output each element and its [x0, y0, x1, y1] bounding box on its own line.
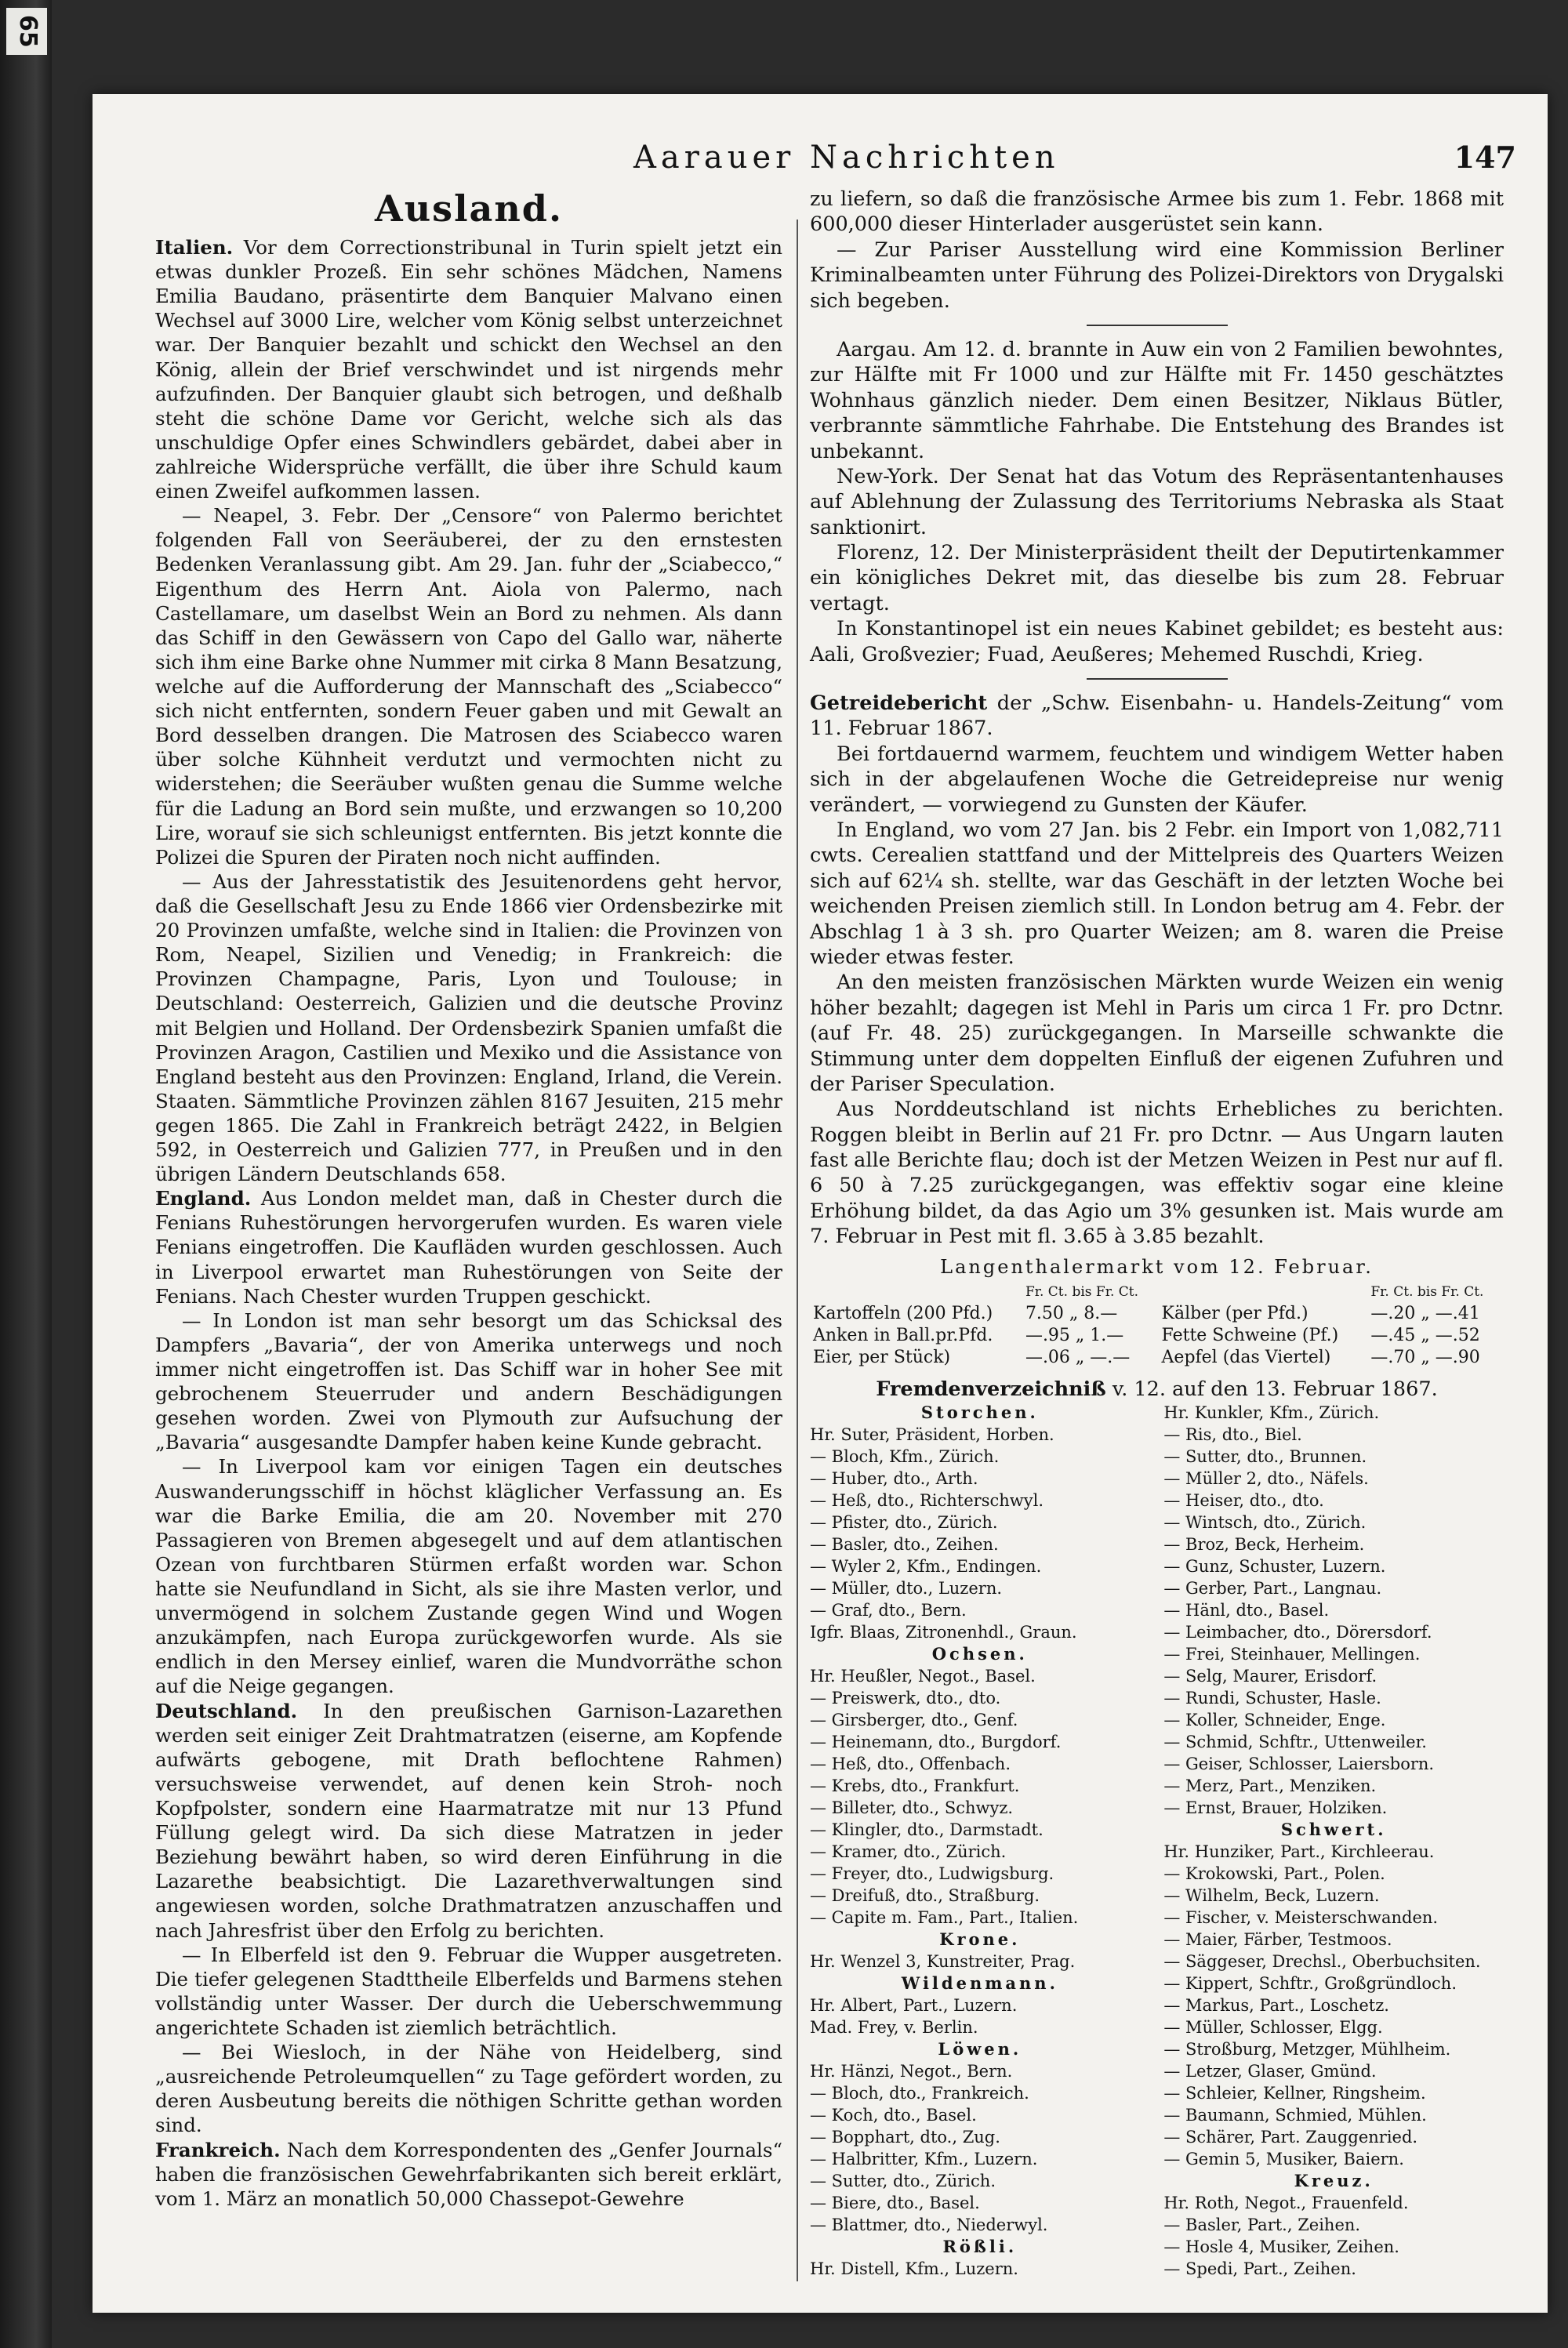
market-cell: Eier, per Stück) — [813, 1348, 951, 1368]
guest-entry: — Kramer, dto., Zürich. — [810, 1842, 1007, 1862]
guest-entry: — Wintsch, dto., Zürich. — [1163, 1513, 1367, 1533]
article-text: — In Liverpool kam vor einigen Tagen ein deutsches Auswanderungsschiff in höchst kläglicher Verfassung an. Es war die Barke Emilia, die am 20. November mit 270 Passagieren von Bremen abgesegelt und auf dem atlantischen Ozean von furchtbaren Stürmen erfaßt worden war. Schon hatte sie Neufundland in Sicht, als sie ihre Masten verlor, und unvermögend in solchem Zustande gegen Wind und Wogen anzukämpfen, nach Europa zurückgeworfen wurde. Als sie endlich in den Mersey einlief, waren die Mundvorräthe schon auf die Neige gegangen. — [155, 1455, 782, 1698]
guest-entry: — Fischer, v. Meisterschwanden. — [1163, 1908, 1439, 1928]
guest-entry: — Heinemann, dto., Burgdorf. — [810, 1733, 1062, 1752]
guest-entry: — Sutter, dto., Brunnen. — [1163, 1447, 1367, 1467]
news-paragraph: Florenz, 12. Der Ministerpräsident theilt der Deputirtenkammer ein königliches Dekret mit, das dieselbe bis zum 28. Februar vertagt. — [810, 541, 1504, 615]
grain-report-intro: der „Schw. Eisenbahn- u. Handels-Zeitung“ vom 11. Februar 1867. — [810, 691, 1504, 741]
guest-entry: — Bloch, dto., Frankreich. — [810, 2084, 1029, 2103]
market-cell: —.70 „ —.90 — [1370, 1348, 1480, 1368]
guest-entry: — Stroßburg, Metzger, Mühlheim. — [1163, 2040, 1451, 2059]
guest-entry: — Preiswerk, dto., dto. — [810, 1689, 1001, 1708]
article-paragraph — [155, 2138, 782, 2211]
guest-entry: — Markus, Part., Loschetz. — [1163, 1996, 1389, 2016]
article-paragraph — [155, 1699, 782, 1943]
guest-entry: — Pfister, dto., Zürich. — [810, 1513, 998, 1533]
guest-list-lead: Fremdenverzeichniß — [876, 1377, 1106, 1402]
guest-entry: — Krokowski, Part., Polen. — [1163, 1864, 1385, 1884]
article-paragraph — [155, 235, 782, 503]
guest-entry: — Basler, dto., Zeihen. — [810, 1535, 999, 1555]
section-title-ausland: Ausland. — [375, 187, 563, 230]
guest-entry: — Bopphart, dto., Zug. — [810, 2128, 1000, 2147]
guest-entry: — Leimbacher, dto., Dörersdorf. — [1163, 1623, 1432, 1642]
guest-entry: — Heiser, dto., dto. — [1163, 1491, 1324, 1511]
market-row — [810, 1303, 1504, 1325]
grain-paragraph: Bei fortdauernd warmem, feuchtem und windigem Wetter haben sich in der abgelaufenen Woche die Getreidepreise nur wenig verändert, — vorwiegend zu Gunsten der Käufer. — [810, 742, 1504, 817]
guest-entry: — Müller, Schlosser, Elgg. — [1163, 2018, 1383, 2038]
grain-paragraph: Aus Norddeutschland ist nichts Erhebliches zu berichten. Roggen bleibt in Berlin auf 21 Fr. pro Dctnr. — Aus Ungarn lauten fast alle Berichte flau; doch ist der Metzen Weizen in Pest nur auf fl. 6 50 à 7.25 zurückgegangen, was effektiv sogar eine kleine Erhöhung bildet, da das Agio um 3% gesunken ist. Mais wurde am 7. Februar in Pest mit fl. 3.65 à 3.85 bezahlt. — [810, 1098, 1504, 1249]
guest-entry: Hr. Hänzi, Negot., Bern. — [810, 2062, 1013, 2081]
guest-entry: — Basler, Part., Zeihen. — [1163, 2216, 1361, 2235]
market-cell: 7.50 „ 8.— — [1025, 1304, 1118, 1324]
guest-entry: Igfr. Blaas, Zitronenhdl., Graun. — [810, 1623, 1077, 1642]
news-paragraph: Aargau. Am 12. d. brannte in Auw ein von 2 Familien bewohntes, zur Hälfte mit Fr 1000 und zur Hälfte mit Fr. 1450 geschätztes Wohnhaus gänzlich nieder. Dem einen Besitzer, Niklaus Bütler, verbrannte sämmtliche Fahrhabe. Die Entstehung des Brandes ist unbekannt. — [810, 337, 1504, 463]
market-cell: Aepfel (das Viertel) — [1161, 1348, 1331, 1368]
guest-entry: — Halbritter, Kfm., Luzern. — [810, 2150, 1038, 2169]
market-cell: Anken in Ball.pr.Pfd. — [813, 1326, 993, 1346]
guest-entry: — Gerber, Part., Langnau. — [1163, 1579, 1382, 1599]
news-paragraph: In Konstantinopel ist ein neues Kabinet gebildet; es besteht aus: Aali, Großvezier; Fuad, Aeußeres; Mehemed Ruschdi, Krieg. — [810, 617, 1504, 666]
market-col-header — [1159, 1281, 1368, 1303]
hotel-name: Löwen. — [938, 2039, 1022, 2059]
guest-entry: — Letzer, Glaser, Gmünd. — [1163, 2062, 1377, 2081]
guest-list-date: v. 12. auf den 13. Februar 1867. — [1105, 1377, 1438, 1402]
article-text: Nach dem Korrespondenten des „Genfer Journals“ haben die französischen Gewehrfabrikanten sich bereit erklärt, vom 1. März an monatlich 50,000 Chassepot-Gewehre — [155, 2138, 782, 2210]
article-text: — Neapel, 3. Febr. Der „Censore“ von Palermo berichtet folgenden Fall von Seeräuberei, der zu den ernstesten Bedenken Veranlassung gibt. Am 29. Jan. fuhr der „Sciabecco,“ Eigenthum des Herrn Ant. Aiola von Palermo, nach Castellamare, um daselbst Wein an Bord zu nehmen. Als dann das Schiff in den Gewässern von Capo del Gallo war, näherte sich ihm eine Barke ohne Nummer mit cirka 8 Mann Besatzung, welche auf die Aufforderung der Mannschaft des „Sciabecco“ sich nicht entfernten, sondern Feuer gaben und mit Gewalt an Bord desselben drangen. Die Matrosen des Sciabecco waren über solche Kühnheit verdutzt und vermochten nicht zu widerstehen; die Seeräuber wußten genau die Summe welche für die Ladung an Bord sein mußte, und erzwangen so 10,200 Lire, worauf sie sich schleunigst entfernten. Bis jetzt konnte die Polizei die Spuren der Piraten noch nicht auffinden. — [155, 504, 782, 869]
article-paragraph — [155, 1186, 782, 1308]
article-text: Aus London meldet man, daß in Chester durch die Fenians Ruhestörungen hervorgerufen wurden. Es waren viele Fenians eingetroffen. Die Kaufläden wurden geschlossen. Auch in Liverpool erwartet man Ruhestörungen von Seite der Fenians. Nach Chester wurden Truppen geschickt. — [155, 1187, 782, 1308]
guest-entry: — Schleier, Kellner, Ringsheim. — [1163, 2084, 1426, 2103]
market-header-row — [810, 1281, 1504, 1303]
guest-entry: — Baumann, Schmied, Mühlen. — [1163, 2106, 1427, 2125]
article-text: — Bei Wiesloch, in der Nähe von Heidelberg, sind „ausreichende Petroleumquellen“ zu Tage gefördert worden, zu deren Ausbeutung bereits die nöthigen Schritte gethan worden sind. — [155, 2041, 782, 2137]
guest-entry: — Schärer, Part. Zauggenried. — [1163, 2128, 1418, 2147]
guest-entry: — Wilhelm, Beck, Luzern. — [1163, 1886, 1380, 1906]
guest-entry: — Ris, dto., Biel. — [1163, 1425, 1302, 1445]
guest-entry: — Gunz, Schuster, Luzern. — [1163, 1557, 1386, 1577]
grain-paragraph: In England, wo vom 27 Jan. bis 2 Febr. ein Import von 1,082,711 cwts. Cerealien stattfand und der Mittelpreis des Quarters Weizen sich auf 62¼ sh. stellte, war das Geschäft in der letzten Woche bei weichenden Preisen ziemlich still. In London betrug am 4. Febr. der Abschlag 1 à 3 sh. pro Quarter Weizen; am 8. waren die Preise wieder etwas fester. — [810, 818, 1504, 969]
grain-report-lead: Getreidebericht — [810, 691, 988, 716]
guest-entry: Hr. Hunziker, Part., Kirchleerau. — [1163, 1842, 1435, 1862]
hotel-name: Wildenmann. — [901, 1973, 1058, 1994]
guest-entry: — Ernst, Brauer, Holziken. — [1163, 1798, 1388, 1818]
guest-entry: — Koch, dto., Basel. — [810, 2106, 977, 2125]
guest-entry: — Krebs, dto., Frankfurt. — [810, 1776, 1020, 1796]
article-paragraph — [155, 1308, 782, 1455]
guest-entry: Hr. Kunkler, Kfm., Zürich. — [1163, 1403, 1380, 1423]
market-col-header — [810, 1281, 1022, 1303]
guest-list-title — [810, 1377, 1504, 1402]
guest-entry: — Schmid, Schftr., Uttenweiler. — [1163, 1733, 1427, 1752]
guest-entry: — Girsberger, dto., Genf. — [810, 1711, 1018, 1730]
column-divider — [797, 220, 798, 2281]
guest-entry: Hr. Wenzel 3, Kunstreiter, Prag. — [810, 1952, 1076, 1972]
hotel-name: Krone. — [939, 1929, 1021, 1950]
guest-list — [810, 1402, 1504, 2280]
guest-entry: — Säggeser, Drechsl., Oberbuchsiten. — [1163, 1952, 1481, 1972]
article-paragraph — [155, 1454, 782, 1698]
guest-entry: — Hänl, dto., Basel. — [1163, 1601, 1330, 1620]
market-cell: —.06 „ —.— — [1025, 1348, 1131, 1368]
market-cell: Fette Schweine (Pf.) — [1161, 1326, 1339, 1346]
guest-entry: — Biere, dto., Basel. — [810, 2194, 980, 2213]
market-table — [810, 1281, 1504, 1369]
guest-entry: — Klingler, dto., Darmstadt. — [810, 1820, 1044, 1840]
guest-entry: — Heß, dto., Richterschwyl. — [810, 1491, 1044, 1511]
news-paragraph: New-York. Der Senat hat das Votum des Repräsentantenhauses auf Ablehnung der Zulassung des Territoriums Nebraska als Staat sanktionirt. — [810, 464, 1504, 539]
article-paragraph — [155, 869, 782, 1186]
article-lead: Frankreich. — [155, 2138, 281, 2161]
separator-rule — [1087, 325, 1228, 326]
guest-entry: — Rundi, Schuster, Hasle. — [1163, 1689, 1381, 1708]
guest-entry: — Huber, dto., Arth. — [810, 1469, 978, 1489]
market-cell: —.20 „ —.41 — [1370, 1304, 1480, 1324]
left-column — [155, 187, 782, 2211]
right-column — [810, 187, 1504, 2280]
guest-entry: Hr. Albert, Part., Luzern. — [810, 1996, 1018, 2016]
guest-entry: — Heß, dto., Offenbach. — [810, 1755, 1011, 1774]
guest-entry: — Gemin 5, Musiker, Baiern. — [1163, 2150, 1404, 2169]
article-paragraph — [155, 503, 782, 869]
page-number: 147 — [1454, 140, 1516, 175]
hotel-name: Kreuz. — [1294, 2171, 1374, 2191]
newspaper-page — [93, 94, 1548, 2313]
scan-edge — [0, 0, 52, 2348]
guest-entry: — Müller 2, dto., Näfels. — [1163, 1469, 1369, 1489]
grain-report-heading — [810, 691, 1504, 742]
page-header — [93, 140, 1548, 183]
article-text: Vor dem Correctionstribunal in Turin spielt jetzt ein etwas dunkler Prozeß. Ein sehr schönes Mädchen, Namens Emilia Baudano, präsentirte dem Banquier Malvano einen Wechsel auf 3000 Lire, welcher vom König selbst unterzeichnet war. Der Banquier bezahlt und schickt den Wechsel an den König, allein der Brief verschwindet und ist nirgends mehr aufzufinden. Der Banquier glaubt sich betrogen, und deßhalb steht die schöne Dame vor Gericht, welche sich als das unschuldige Opfer eines Schwindlers gebärdet, dabei aber in zahlreiche Widersprüche verfällt, die über ihre Schuld kaum einen Zweifel aufkommen lassen. — [155, 236, 782, 503]
article-paragraph: — Zur Pariser Ausstellung wird eine Kommission Berliner Kriminalbeamten unter Führung des Polizei-Direktors von Drygalski sich begeben. — [810, 238, 1504, 313]
article-paragraph — [155, 1943, 782, 2040]
article-paragraph: zu liefern, so daß die französische Armee bis zum 1. Febr. 1868 mit 600,000 dieser Hinterlader ausgerüstet sein kann. — [810, 187, 1504, 237]
separator-rule — [1087, 678, 1228, 680]
market-cell: —.45 „ —.52 — [1370, 1326, 1480, 1346]
guest-entry: — Wyler 2, Kfm., Endingen. — [810, 1557, 1042, 1577]
guest-entry: Hr. Heußler, Negot., Basel. — [810, 1667, 1036, 1686]
guest-entry: — Koller, Schneider, Enge. — [1163, 1711, 1386, 1730]
guest-entry: — Selg, Maurer, Erisdorf. — [1163, 1667, 1377, 1686]
article-lead: Deutschland. — [155, 1699, 298, 1722]
guest-entry: — Frei, Steinhauer, Mellingen. — [1163, 1645, 1421, 1664]
scan-tab-label: 65 — [6, 8, 47, 55]
guest-entry: — Blattmer, dto., Niederwyl. — [810, 2216, 1048, 2235]
market-row — [810, 1325, 1504, 1347]
hotel-name: Rößli. — [942, 2237, 1018, 2257]
masthead-title: Aarauer Nachrichten — [633, 140, 1060, 176]
guest-entry: Mad. Frey, v. Berlin. — [810, 2018, 978, 2038]
guest-entry: Hr. Roth, Negot., Frauenfeld. — [1163, 2194, 1409, 2213]
guest-entry: — Spedi, Part., Zeihen. — [1163, 2259, 1356, 2279]
market-col-header: Fr. Ct. bis Fr. Ct. — [1370, 1284, 1484, 1301]
article-paragraph — [155, 2040, 782, 2137]
guest-entry: Hr. Distell, Kfm., Luzern. — [810, 2259, 1018, 2279]
article-lead: Italien. — [155, 236, 234, 259]
guest-entry: — Capite m. Fam., Part., Italien. — [810, 1908, 1079, 1928]
guest-entry: — Hosle 4, Musiker, Zeihen. — [1163, 2237, 1399, 2257]
guest-entry: — Geiser, Schlosser, Laiersborn. — [1163, 1755, 1435, 1774]
guest-entry: — Müller, dto., Luzern. — [810, 1579, 1003, 1599]
guest-entry: — Graf, dto., Bern. — [810, 1601, 967, 1620]
guest-entry: — Billeter, dto., Schwyz. — [810, 1798, 1014, 1818]
guest-column — [1163, 1402, 1504, 2280]
article-text: — In Elberfeld ist den 9. Februar die Wupper ausgetreten. Die tiefer gelegenen Stadttheile Elberfelds und Barmens stehen vollständig unter Wasser. Der durch die Ueberschwemmung angerichtete Schaden ist ziemlich beträchtlich. — [155, 1943, 782, 2039]
article-lead: England. — [155, 1187, 252, 1210]
guest-entry: — Freyer, dto., Ludwigsburg. — [810, 1864, 1054, 1884]
guest-entry: — Dreifuß, dto., Straßburg. — [810, 1886, 1040, 1906]
hotel-name: Ochsen. — [931, 1644, 1028, 1664]
article-text: — In London ist man sehr besorgt um das Schicksal des Dampfers „Bavaria“, der von Amerika unterwegs und noch immer nicht eingetroffen ist. Das Schiff war in hoher See mit gebrochenem Steuerruder und andern Beschädigungen gesehen worden. Zwei von Plymouth zur Aufsuchung der „Bavaria“ ausgesandte Dampfer haben keine Kunde gebracht. — [155, 1308, 782, 1454]
hotel-name: Storchen. — [920, 1403, 1039, 1423]
market-row — [810, 1347, 1504, 1369]
market-cell: Kartoffeln (200 Pfd.) — [813, 1304, 993, 1324]
guest-entry: — Sutter, dto., Zürich. — [810, 2172, 996, 2191]
guest-entry: — Kippert, Schftr., Großgründloch. — [1163, 1974, 1457, 1994]
hotel-name: Schwert. — [1280, 1820, 1387, 1840]
guest-entry: — Merz, Part., Menziken. — [1163, 1776, 1377, 1796]
market-cell: —.95 „ 1.— — [1025, 1326, 1124, 1346]
guest-entry: — Bloch, Kfm., Zürich. — [810, 1447, 1000, 1467]
market-title: Langenthalermarkt vom 12. Februar. — [940, 1255, 1374, 1278]
guest-entry: — Maier, Färber, Testmoos. — [1163, 1930, 1392, 1950]
market-col-header: Fr. Ct. bis Fr. Ct. — [1025, 1284, 1138, 1301]
article-text: — Aus der Jahresstatistik des Jesuitenordens geht hervor, daß die Gesellschaft Jesu zu Ende 1866 vier Ordensbezirke mit 20 Provinzen umfaßte, welche sind in Italien: die Provinzen von Rom, Neapel, Sizilien und Venedig; in Frankreich: die Provinzen Champagne, Paris, Lyon und Toulouse; in Deutschland: Oesterreich, Galizien und die deutsche Provinz mit Belgien und Holland. Der Ordensbezirk Spanien umfaßt die Provinzen Aragon, Castilien und Mexiko und die Assistance von England besteht aus den Provinzen: England, Irland, die Verein. Staaten. Sämmtliche Provinzen zählen 8167 Jesuiten, 215 mehr gegen 1865. Die Zahl in Frankreich beträgt 2422, in Belgien 592, in Oesterreich und Galizien 777, in Preußen und in den übrigen Ländern Deutschlands 658. — [155, 869, 782, 1186]
market-cell: Kälber (per Pfd.) — [1161, 1304, 1308, 1324]
grain-paragraph: An den meisten französischen Märkten wurde Weizen ein wenig höher bezahlt; dagegen ist Mehl in Paris um circa 1 Fr. pro Dctnr. (auf Fr. 48. 25) zurückgegangen. In Marseille schwankte die Stimmung unter dem doppelten Einfluß der eigenen Zufuhren und der Pariser Speculation. — [810, 971, 1504, 1096]
article-text: In den preußischen Garnison-Lazarethen werden seit einiger Zeit Drahtmatratzen (eiserne, am Kopfende aufwärts gebogene, mit Drath beflochtene Rahmen) versuchsweise verwendet, auf denen kein Stroh- noch Kopfpolster, sondern eine Haarmatratze mit nur 13 Pfund Füllung gelegt wird. Da sich diese Matratzen in jeder Beziehung bewährt haben, so wird deren Einführung in die Lazarethe beabsichtigt. Die Lazarethverwaltungen sind angewiesen worden, solche Drathmatratzen anzuschaffen und nach Jahresfrist über den Erfolg zu berichten. — [155, 1699, 782, 1942]
guest-entry: Hr. Suter, Präsident, Horben. — [810, 1425, 1054, 1445]
guest-column — [810, 1402, 1150, 2280]
guest-entry: — Broz, Beck, Herheim. — [1163, 1535, 1365, 1555]
